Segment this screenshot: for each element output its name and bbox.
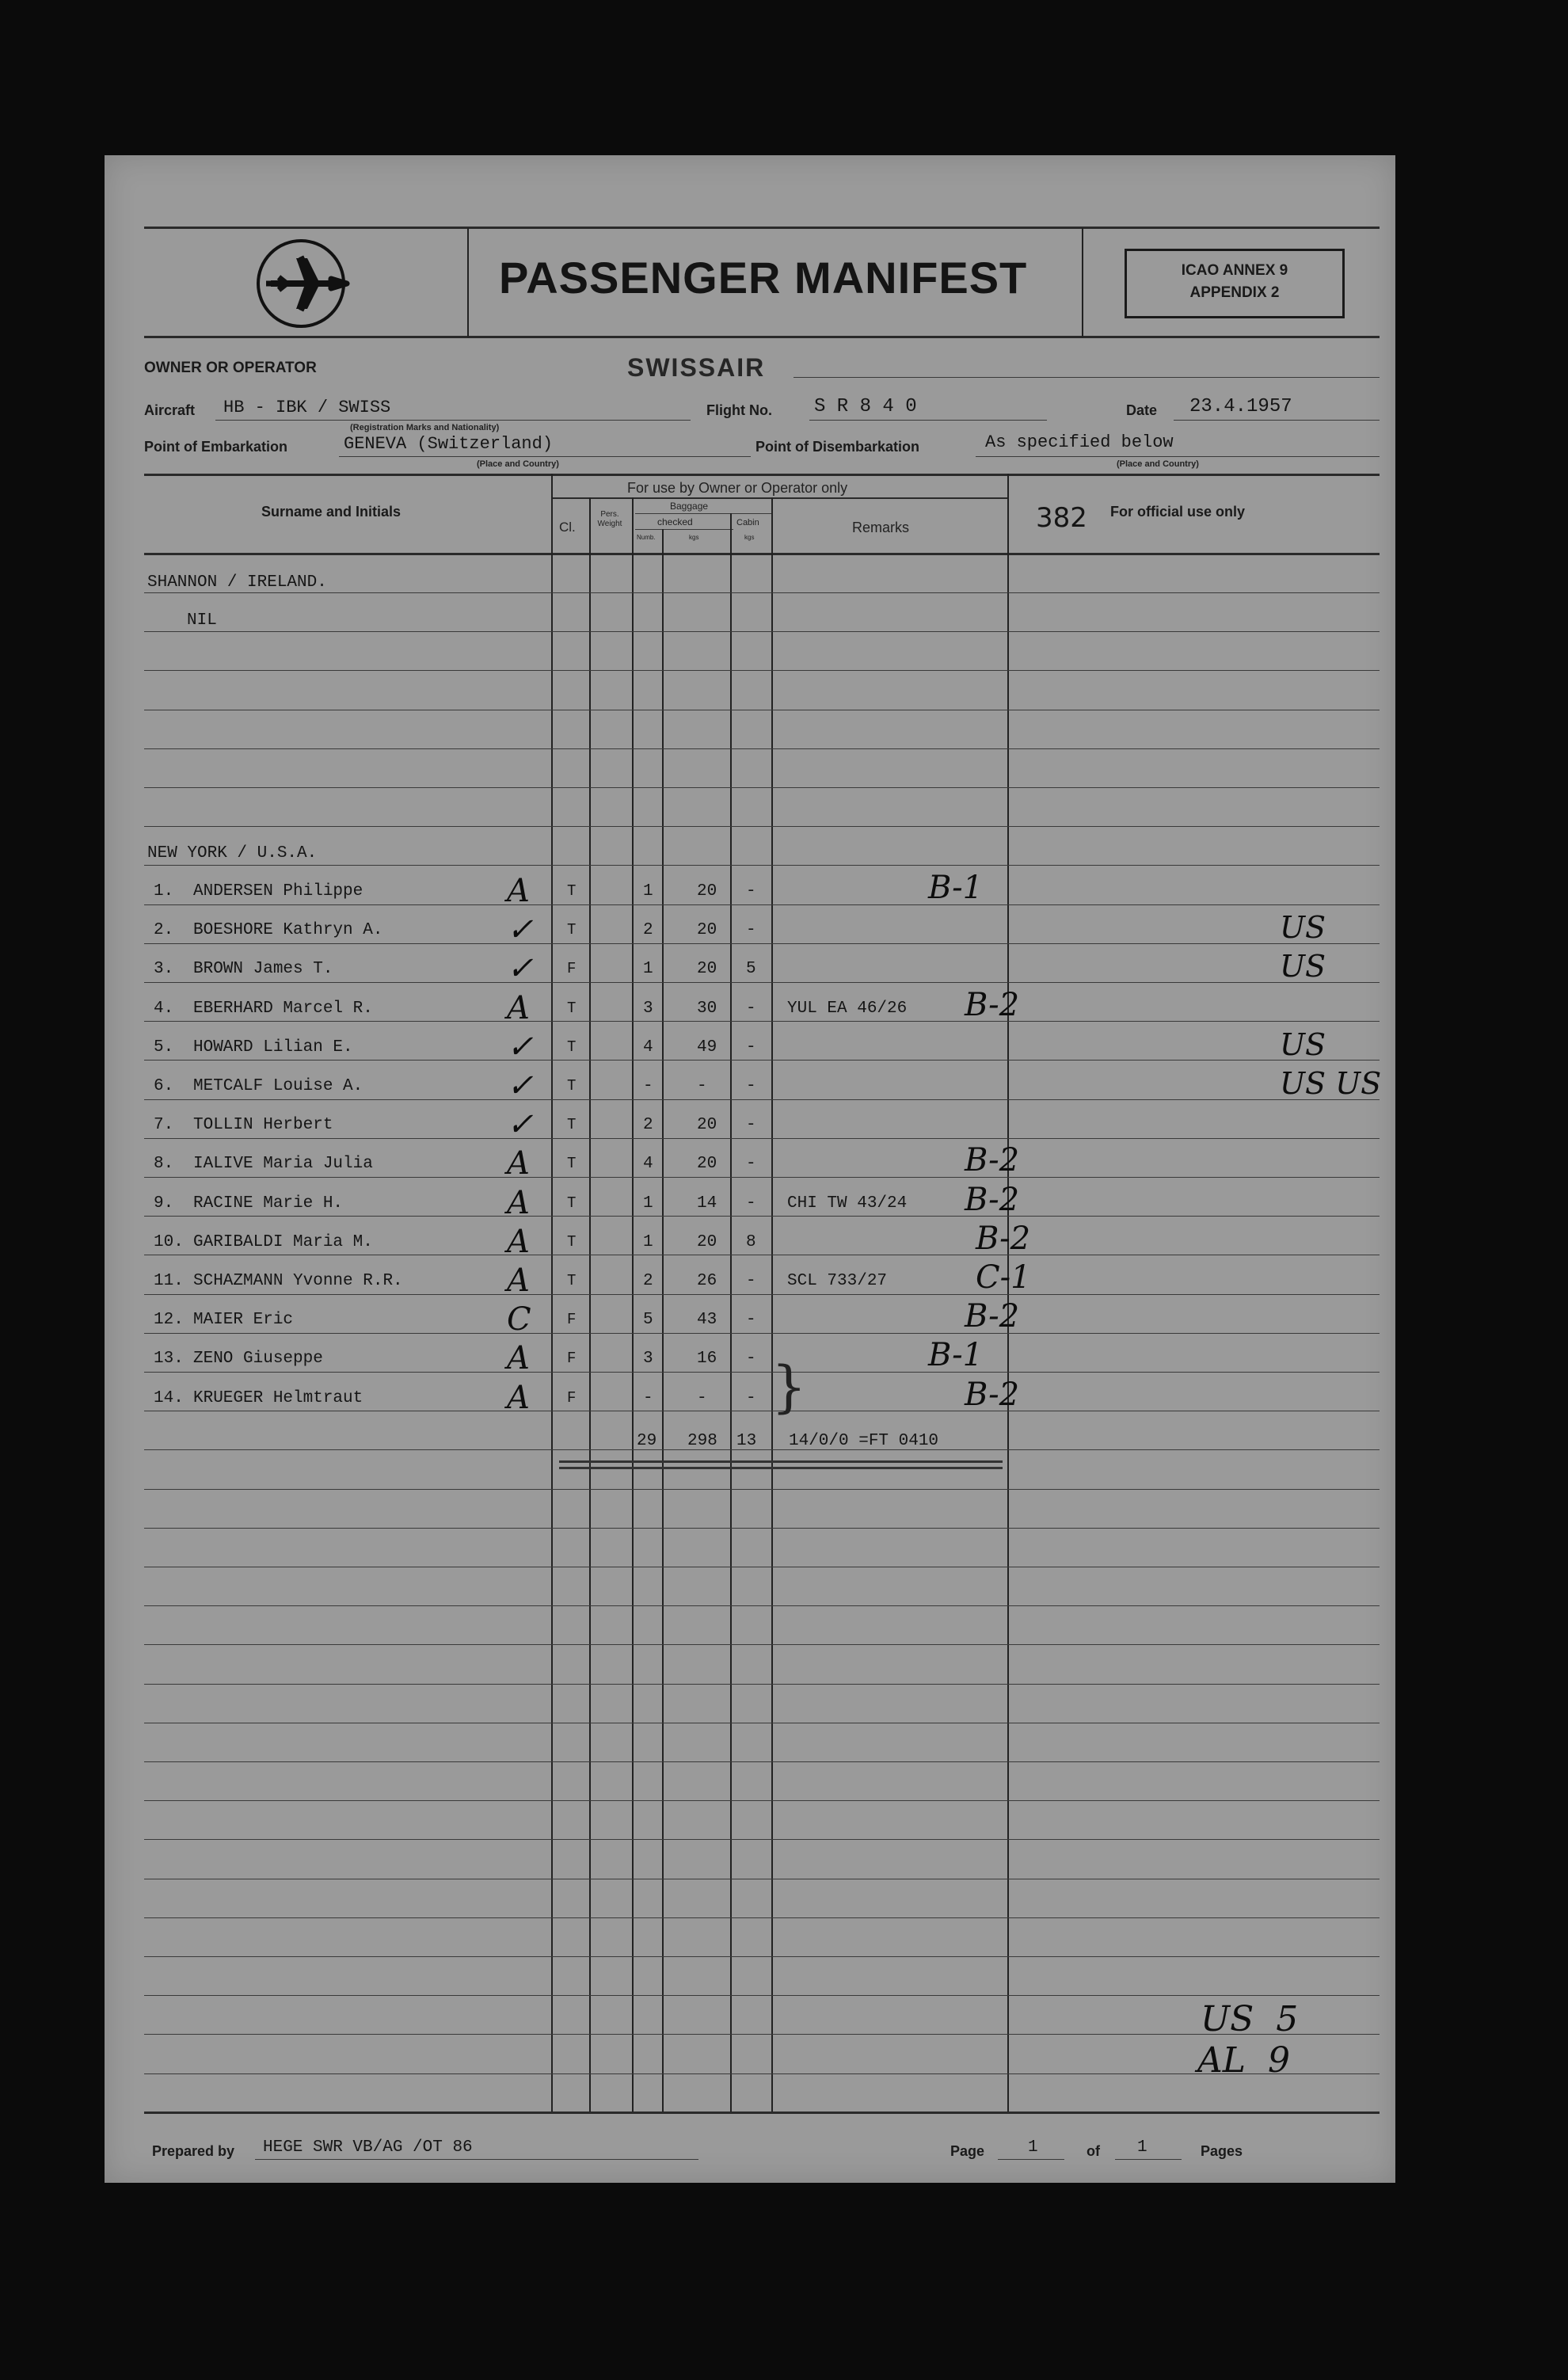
row-number: 5.: [154, 1038, 174, 1057]
class-cell: T: [567, 1155, 577, 1172]
passenger-name: MAIER Eric: [193, 1311, 294, 1329]
pieces-cell: 1: [643, 882, 653, 901]
pieces-cell: 2: [643, 1116, 653, 1134]
aircraft-sublabel: (Registration Marks and Nationality): [350, 423, 500, 432]
col-cabin-kgs: kgs: [744, 534, 755, 541]
class-cell: T: [567, 921, 577, 939]
pieces-cell: 3: [643, 1350, 653, 1368]
ruled-line: [144, 1644, 1380, 1645]
aircraft-rule: [215, 420, 691, 421]
section-nil: NIL: [187, 611, 217, 630]
table-row: [105, 1027, 1395, 1076]
of-value: 1: [1137, 2138, 1147, 2157]
ruled-line: [144, 1800, 1380, 1801]
date-rule: [1174, 420, 1380, 421]
ruled-line: [144, 2073, 1380, 2074]
embarkation-sublabel: (Place and Country): [477, 459, 559, 469]
ruled-line: [144, 865, 1380, 866]
checked-rule: [635, 529, 733, 530]
section-newyork: NEW YORK / U.S.A.: [147, 844, 318, 863]
total-remarks: 14/0/0 =FT 0410: [789, 1432, 939, 1450]
header-divider-left: [467, 228, 469, 337]
passenger-name: EBERHARD Marcel R.: [193, 1000, 373, 1018]
row-number: 7.: [154, 1116, 174, 1134]
class-cell: T: [567, 1000, 577, 1017]
row-number: 3.: [154, 960, 174, 978]
pieces-cell: 4: [643, 1155, 653, 1173]
official-number: 382: [1036, 502, 1087, 534]
cabin-cell: 8: [746, 1233, 756, 1251]
passenger-name: GARIBALDI Maria M.: [193, 1233, 373, 1251]
table-row: [105, 1182, 1395, 1232]
table-top-rule: [144, 474, 1380, 476]
check-mark: A: [507, 1224, 530, 1260]
kgs-cell: 20: [697, 882, 717, 901]
ruled-line: [144, 1956, 1380, 1957]
class-cell: T: [567, 1077, 577, 1095]
page-rule: [998, 2159, 1064, 2160]
footer-rule: [144, 2112, 1380, 2114]
class-cell: T: [567, 882, 577, 900]
passenger-name: SCHAZMANN Yvonne R.R.: [193, 1272, 403, 1290]
check-mark: ✓: [507, 950, 534, 987]
handwritten-code: B-2: [965, 1298, 1020, 1335]
aircraft-label: Aircraft: [144, 402, 196, 418]
cabin-cell: -: [746, 1389, 756, 1407]
class-cell: T: [567, 1194, 577, 1212]
official-mark: US: [1280, 910, 1326, 945]
disembarkation-sublabel: (Place and Country): [1117, 459, 1199, 469]
totals-double-rule-2: [559, 1467, 1003, 1469]
disembarkation-rule: [976, 456, 1380, 457]
row-number: 12.: [154, 1311, 184, 1329]
kgs-cell: 20: [697, 1155, 717, 1173]
icao-appendix: APPENDIX 2: [1189, 284, 1280, 301]
manifest-sheet: [105, 155, 1395, 2183]
cabin-cell: -: [746, 882, 756, 901]
kgs-cell: 20: [697, 960, 717, 978]
remarks-cell: SCL 733/27: [787, 1272, 888, 1290]
section-shannon: SHANNON / IRELAND.: [147, 573, 327, 592]
table-row: [105, 1066, 1395, 1115]
header-divider-right: [1082, 228, 1083, 337]
pieces-cell: 2: [643, 1272, 653, 1290]
of-rule: [1115, 2159, 1182, 2160]
kgs-cell: 30: [697, 1000, 717, 1018]
row-number: 8.: [154, 1155, 174, 1173]
col-baggage: Baggage: [670, 501, 709, 512]
check-mark: C: [507, 1301, 531, 1338]
ruled-line: [144, 1917, 1380, 1918]
flight-label: Flight No.: [706, 402, 772, 418]
header-bottom-rule: [144, 336, 1380, 338]
table-row: [105, 870, 1395, 920]
check-mark: ✓: [507, 1068, 534, 1104]
kgs-cell: 20: [697, 921, 717, 939]
ruled-line: [144, 2034, 1380, 2035]
operator-rule: [794, 377, 1380, 378]
cabin-cell: -: [746, 1311, 756, 1329]
kgs-cell: 43: [697, 1311, 717, 1329]
table-row: [105, 1106, 1395, 1154]
pieces-cell: -: [643, 1389, 653, 1407]
pieces-cell: 5: [643, 1311, 653, 1329]
header-top-rule: [144, 227, 1380, 229]
cabin-cell: -: [746, 1077, 756, 1095]
check-mark: A: [507, 1380, 530, 1416]
aircraft-value: HB - IBK / SWISS: [223, 398, 391, 417]
class-cell: F: [567, 960, 577, 977]
table-row: [105, 1259, 1395, 1310]
row-number: 6.: [154, 1077, 174, 1095]
check-mark: A: [507, 1340, 530, 1377]
ruled-line: [144, 670, 1380, 671]
disembarkation-value: As specified below: [985, 432, 1174, 452]
official-mark: US US: [1280, 1066, 1382, 1101]
passenger-name: KRUEGER Helmtraut: [193, 1389, 363, 1407]
brace-13-14: }: [771, 1354, 807, 1419]
pieces-cell: 1: [643, 1194, 653, 1213]
kgs-cell: 16: [697, 1350, 717, 1368]
page-label: Page: [950, 2143, 985, 2159]
ruled-line: [144, 1839, 1380, 1840]
embarkation-value: GENEVA (Switzerland): [344, 434, 554, 454]
handwritten-code: B-2: [965, 1142, 1020, 1179]
cabin-cell: -: [746, 1350, 756, 1368]
date-label: Date: [1126, 402, 1158, 418]
col-pers-weight: Pers. Weight: [597, 510, 622, 528]
prepared-value: HEGE SWR VB/AG /OT 86: [263, 2138, 473, 2157]
kgs-cell: 14: [697, 1194, 717, 1213]
ruled-line: [144, 1761, 1380, 1762]
row-number: 1.: [154, 882, 174, 901]
ruled-line: [144, 1528, 1380, 1529]
col-official: For official use only: [1110, 504, 1246, 520]
operator-label: OWNER OR OPERATOR: [144, 360, 317, 376]
handwritten-code: B-1: [928, 870, 984, 906]
cabin-cell: -: [746, 1116, 756, 1134]
ruled-line: [144, 826, 1380, 827]
ruled-line: [144, 1684, 1380, 1685]
table-row: [105, 1142, 1395, 1193]
check-mark: A: [507, 873, 530, 909]
ruled-line: [144, 1449, 1380, 1450]
cabin-cell: -: [746, 1000, 756, 1018]
col-remarks: Remarks: [852, 520, 910, 535]
kgs-cell: 20: [697, 1233, 717, 1251]
check-mark: A: [507, 1185, 530, 1221]
total-cabin: 13: [736, 1432, 757, 1450]
kgs-cell: -: [697, 1077, 707, 1095]
kgs-cell: 26: [697, 1272, 717, 1290]
passenger-name: RACINE Marie H.: [193, 1194, 344, 1213]
passenger-name: METCALF Louise A.: [193, 1077, 363, 1095]
class-cell: F: [567, 1350, 577, 1367]
cabin-cell: 5: [746, 960, 756, 978]
ruled-line: [144, 1995, 1380, 1996]
official-mark: US: [1280, 1027, 1326, 1062]
tally-us: US 5: [1201, 1999, 1299, 2039]
row-number: 13.: [154, 1350, 184, 1368]
table-row: [105, 1377, 1395, 1427]
cabin-cell: -: [746, 921, 756, 939]
passenger-name: HOWARD Lilian E.: [193, 1038, 353, 1057]
check-mark: A: [507, 990, 530, 1026]
pages-label: Pages: [1201, 2143, 1243, 2159]
pieces-cell: 3: [643, 1000, 653, 1018]
col-cabin: Cabin: [736, 518, 759, 527]
kgs-cell: 20: [697, 1116, 717, 1134]
table-row: [105, 987, 1395, 1038]
cabin-cell: -: [746, 1272, 756, 1290]
pieces-cell: 2: [643, 921, 653, 939]
handwritten-code: B-2: [965, 987, 1020, 1023]
pieces-cell: 1: [643, 960, 653, 978]
row-number: 2.: [154, 921, 174, 939]
ruled-line: [144, 787, 1380, 788]
col-checked: checked: [657, 516, 693, 527]
col-number: Numb.: [637, 534, 656, 541]
official-mark: US: [1280, 949, 1326, 984]
check-mark: A: [507, 1145, 530, 1182]
kgs-cell: 49: [697, 1038, 717, 1057]
handwritten-code: C-1: [976, 1259, 1031, 1296]
prepared-rule: [255, 2159, 698, 2160]
date-value: 23.4.1957: [1189, 396, 1292, 417]
col-surname: Surname and Initials: [261, 504, 402, 520]
flight-rule: [809, 420, 1047, 421]
cabin-cell: -: [746, 1038, 756, 1057]
total-kgs: 298: [687, 1432, 717, 1450]
class-cell: F: [567, 1311, 577, 1328]
class-cell: T: [567, 1233, 577, 1251]
row-number: 4.: [154, 1000, 174, 1018]
passenger-name: TOLLIN Herbert: [193, 1116, 333, 1134]
icao-annex: ICAO ANNEX 9: [1181, 262, 1288, 279]
embarkation-rule: [339, 456, 751, 457]
remarks-cell: CHI TW 43/24: [787, 1194, 908, 1213]
handwritten-code: B-1: [928, 1337, 984, 1373]
pieces-cell: 4: [643, 1038, 653, 1057]
remarks-cell: YUL EA 46/26: [787, 1000, 908, 1018]
row-number: 11.: [154, 1272, 184, 1290]
col-cl: Cl.: [559, 520, 576, 535]
check-mark: A: [507, 1262, 530, 1299]
pieces-cell: -: [643, 1077, 653, 1095]
total-pieces: 29: [637, 1432, 657, 1450]
row-number: 14.: [154, 1389, 184, 1407]
pieces-cell: 1: [643, 1233, 653, 1251]
handwritten-code: B-2: [976, 1220, 1031, 1257]
ruled-line: [144, 1489, 1380, 1490]
passenger-name: ZENO Giuseppe: [193, 1350, 323, 1368]
ruled-line: [144, 748, 1380, 749]
of-label: of: [1087, 2143, 1100, 2159]
totals-double-rule-1: [559, 1460, 1003, 1463]
row-number: 10.: [154, 1233, 184, 1251]
passenger-name: BOESHORE Kathryn A.: [193, 921, 383, 939]
baggage-rule: [635, 513, 771, 514]
kgs-cell: -: [697, 1389, 707, 1407]
page-title: PASSENGER MANIFEST: [499, 253, 1028, 303]
check-mark: ✓: [507, 1029, 534, 1065]
embarkation-label: Point of Embarkation: [144, 439, 288, 455]
tally-al: AL 9: [1197, 2040, 1290, 2081]
class-cell: F: [567, 1389, 577, 1407]
col-kgs: kgs: [689, 534, 699, 541]
owner-use-rule: [553, 497, 1007, 499]
table-row: [105, 1220, 1395, 1271]
col-owner-use: For use by Owner or Operator only: [627, 480, 848, 496]
class-cell: T: [567, 1116, 577, 1133]
class-cell: T: [567, 1272, 577, 1289]
passenger-name: IALIVE Maria Julia: [193, 1155, 373, 1173]
check-mark: ✓: [507, 1106, 534, 1143]
table-row: [105, 1337, 1395, 1388]
operator-value: SWISSAIR: [627, 353, 766, 382]
table-row: [105, 949, 1395, 998]
table-row: [105, 910, 1395, 959]
cabin-cell: -: [746, 1155, 756, 1173]
airline-logo-icon: [255, 238, 353, 329]
class-cell: T: [567, 1038, 577, 1056]
ruled-line: [144, 631, 1380, 632]
ruled-line: [144, 1605, 1380, 1606]
prepared-label: Prepared by: [152, 2143, 235, 2159]
ruled-line: [144, 592, 1380, 593]
table-header-bottom-rule: [144, 553, 1380, 555]
check-mark: ✓: [507, 912, 534, 948]
page-value: 1: [1028, 2138, 1038, 2157]
table-row: [105, 1298, 1395, 1349]
disembarkation-label: Point of Disembarkation: [755, 439, 920, 455]
icao-box: [1125, 249, 1345, 318]
cabin-cell: -: [746, 1194, 756, 1213]
handwritten-code: B-2: [965, 1182, 1020, 1218]
passenger-name: ANDERSEN Philippe: [193, 882, 363, 901]
handwritten-code: B-2: [965, 1377, 1020, 1413]
row-number: 9.: [154, 1194, 174, 1213]
flight-value: S R 8 4 0: [814, 396, 917, 417]
passenger-name: BROWN James T.: [193, 960, 333, 978]
